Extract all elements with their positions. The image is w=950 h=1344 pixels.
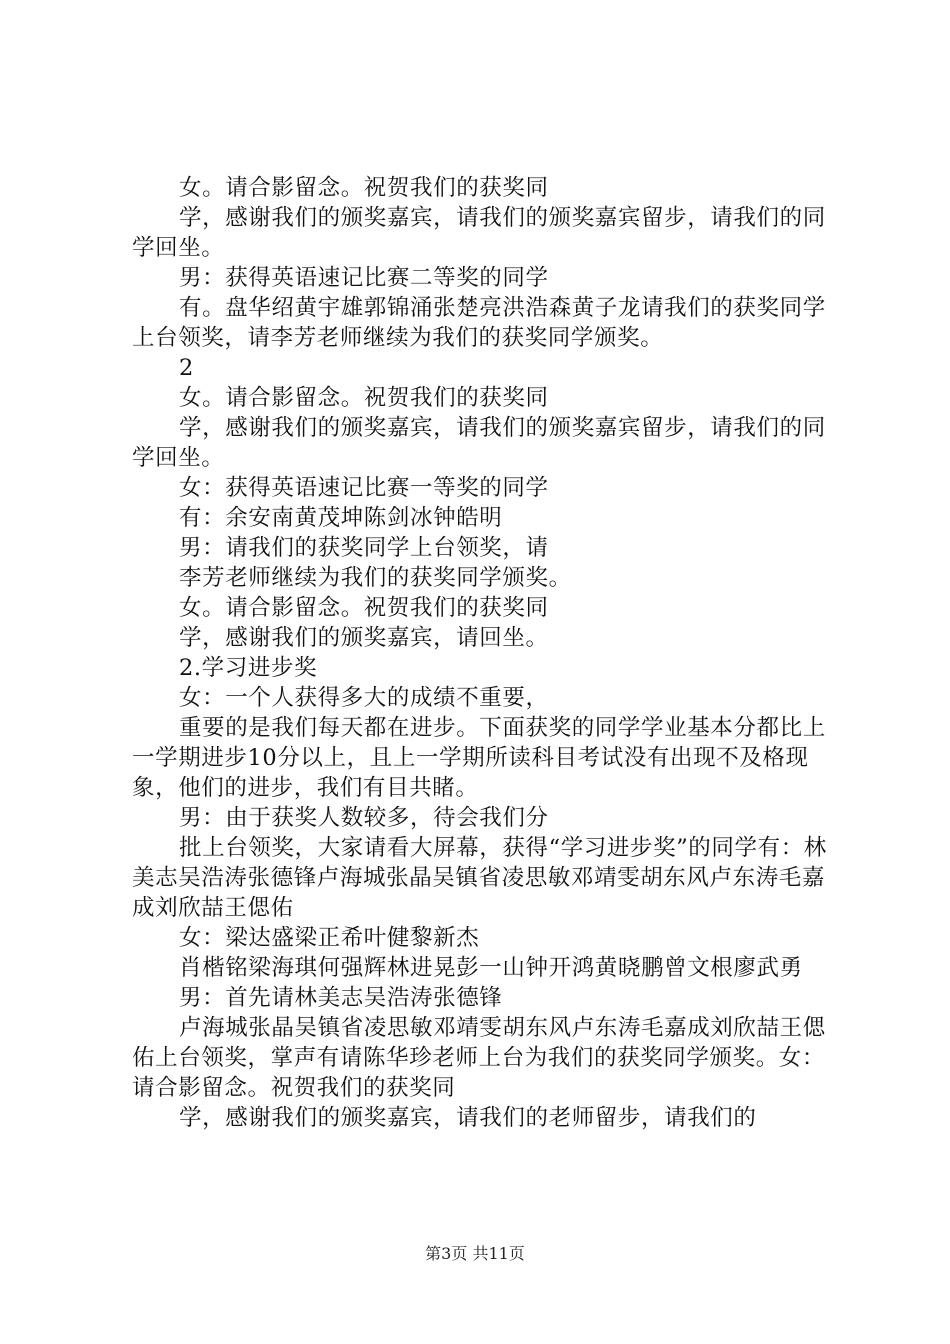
- paragraph: 重要的是我们每天都在进步。下面获奖的同学学业基本分都比上一学期进步10分以上，且上一学期所读科目考试没有出现不及格现象，他们的进步，我们有目共睹。: [132, 715, 826, 801]
- paragraph: 卢海城张晶吴镇省凌思敏邓靖雯胡东风卢东涛毛嘉成刘欣喆王偲佑上台领奖，掌声有请陈华珍老师上台为我们的获奖同学颁奖。女：请合影留念。祝贺我们的获奖同: [132, 1015, 826, 1101]
- paragraph: 男：获得英语速记比赛二等奖的同学: [179, 265, 549, 291]
- paragraph: 学，感谢我们的颁奖嘉宾，请我们的颁奖嘉宾留步，请我们的同学回坐。: [132, 415, 826, 471]
- page-number-footer: 第3页 共11页: [425, 1244, 525, 1263]
- paragraph: 李芳老师继续为我们的获奖同学颁奖。: [179, 565, 572, 591]
- paragraph: 有：余安南黄茂坤陈剑冰钟皓明: [179, 505, 503, 531]
- paragraph: 男：请我们的获奖同学上台领奖，请: [179, 535, 549, 561]
- paragraph: 学，感谢我们的颁奖嘉宾，请我们的老师留步，请我们的: [179, 1105, 757, 1131]
- paragraph: 学，感谢我们的颁奖嘉宾，请回坐。: [179, 625, 549, 651]
- paragraph: 2: [179, 355, 194, 381]
- paragraph: 女。请合影留念。祝贺我们的获奖同: [179, 595, 549, 621]
- paragraph: 学，感谢我们的颁奖嘉宾，请我们的颁奖嘉宾留步，请我们的同学回坐。: [132, 205, 826, 261]
- paragraph: 有。盘华绍黄宇雄郭锦涌张楚亮洪浩森黄子龙请我们的获奖同学上台领奖，请李芳老师继续为我们的获奖同学颁奖。: [132, 295, 826, 351]
- paragraph: 肖楷铭梁海琪何强辉林进晃彭一山钟开鸿黄晓鹏曾文根廖武勇: [179, 955, 803, 981]
- section-heading: 2.学习进步奖: [179, 655, 318, 681]
- paragraph: 女。请合影留念。祝贺我们的获奖同: [179, 385, 549, 411]
- paragraph: 批上台领奖，大家请看大屏幕，获得“学习进步奖”的同学有：林美志吴浩涛张德锋卢海城张晶吴镇省凌思敏邓靖雯胡东风卢东涛毛嘉成刘欣喆王偲佑: [132, 835, 827, 921]
- paragraph: 男：由于获奖人数较多，待会我们分: [179, 805, 549, 831]
- paragraph: 女：获得英语速记比赛一等奖的同学: [179, 475, 549, 501]
- paragraph: 女：一个人获得多大的成绩不重要，: [179, 685, 549, 711]
- paragraph: 男：首先请林美志吴浩涛张德锋: [179, 985, 503, 1011]
- paragraph: 女：梁达盛梁正希叶健黎新杰: [179, 925, 480, 951]
- paragraph: 女。请合影留念。祝贺我们的获奖同: [179, 175, 549, 201]
- document-body: [132, 173, 832, 1133]
